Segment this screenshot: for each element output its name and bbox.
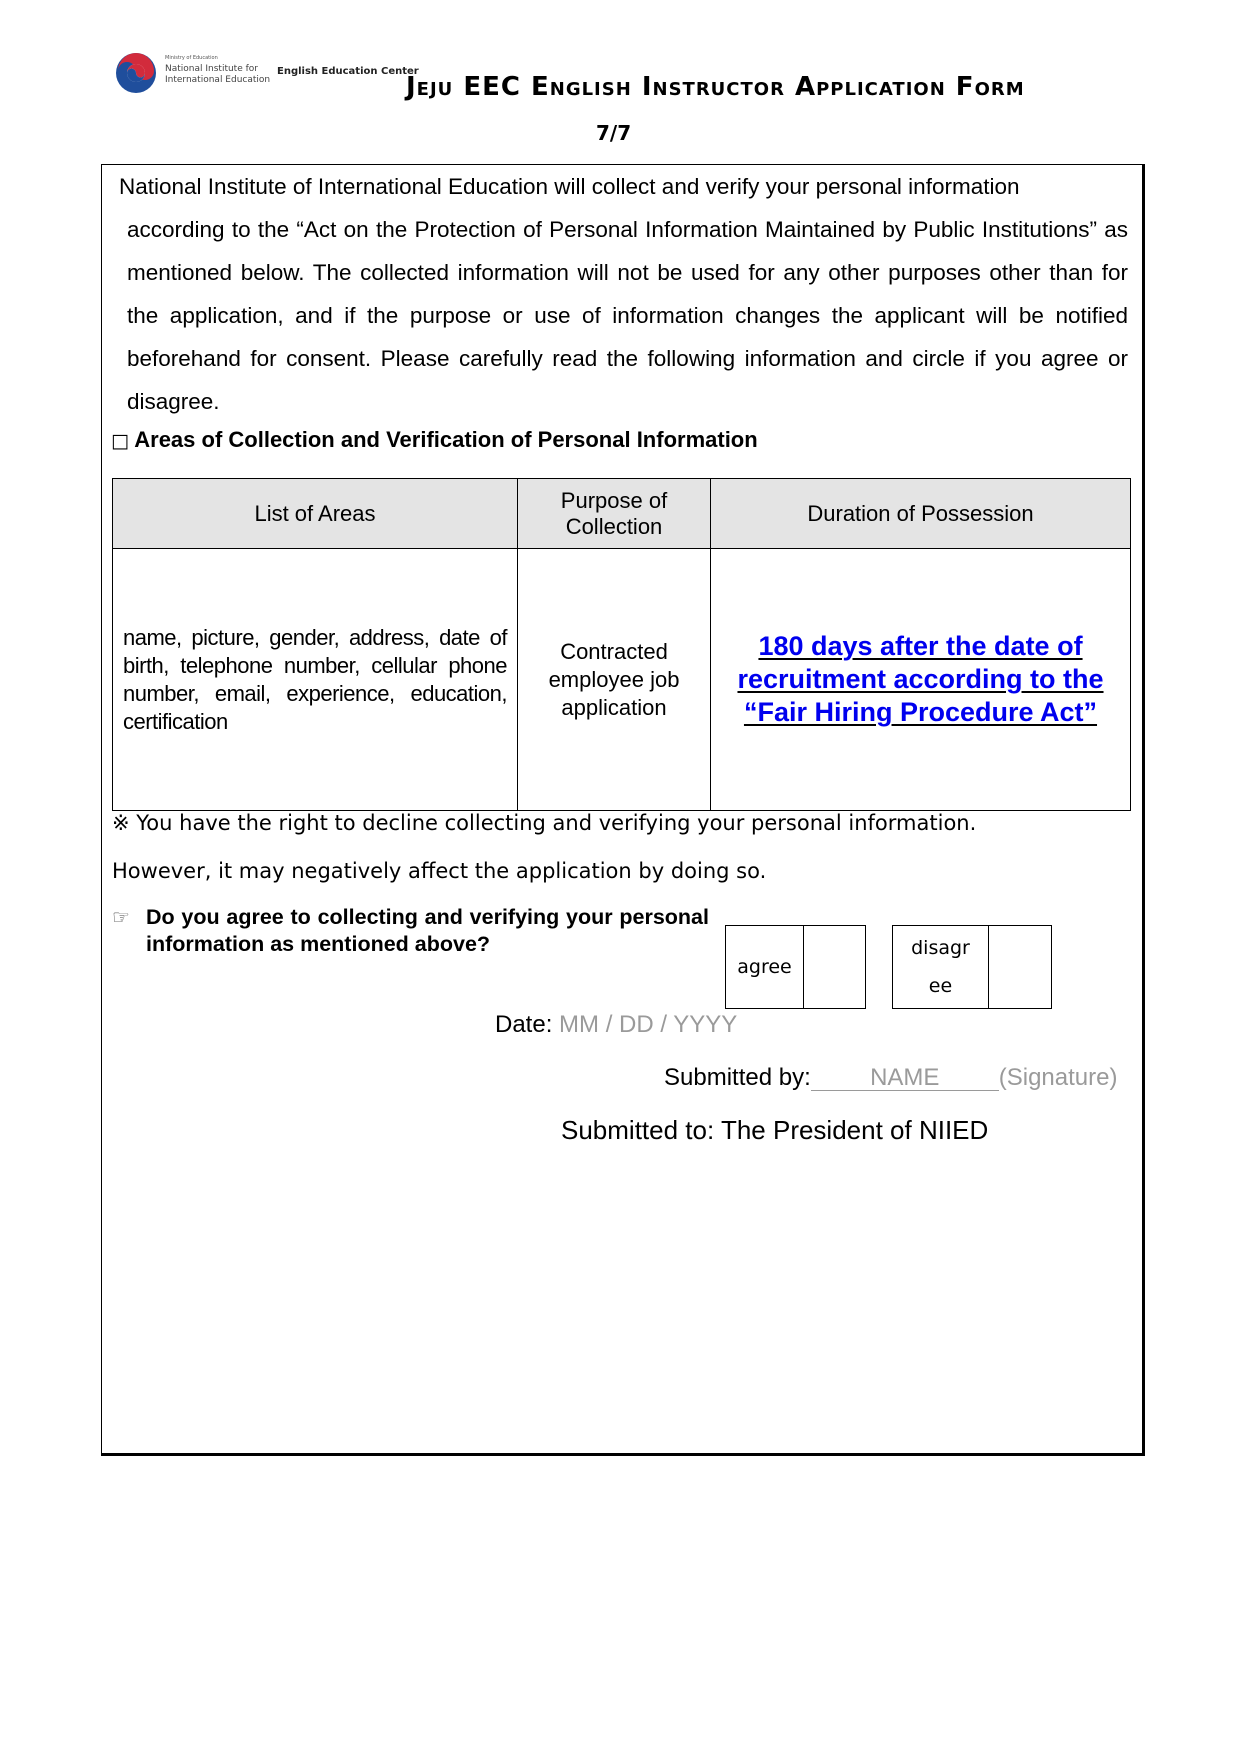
checkbox-bullet-icon: □ [111, 430, 129, 452]
col-list-of-areas: List of Areas [113, 479, 518, 549]
cell-purpose: Contracted employee job application [518, 549, 711, 811]
institute-name [165, 64, 270, 86]
page-title: Jeju EEC English Instructor Application Form [406, 72, 1025, 102]
personal-info-table [112, 478, 1131, 811]
date-label: Date: [495, 1011, 553, 1038]
intro-line1: National Institute of International Education will collect and verify your personal information [119, 174, 1020, 199]
institute-line2: International Education [165, 75, 271, 85]
agree-option[interactable] [725, 925, 866, 1009]
duration-link[interactable]: 180 days after the date of recruitment according to the “Fair Hiring Procedure Act” [737, 631, 1104, 727]
name-input[interactable]: NAME [811, 1066, 999, 1091]
disagree-checkbox[interactable] [989, 926, 1051, 1008]
section-heading [111, 427, 758, 453]
submitted-by-field [664, 1064, 1117, 1092]
date-field[interactable] [495, 1011, 737, 1039]
col-purpose: Purpose of Collection [518, 479, 711, 549]
agree-label: agree [726, 926, 804, 1008]
intro-paragraph [119, 165, 1128, 423]
signature-hint: (Signature) [998, 1064, 1118, 1091]
institute-line1: National Institute for [165, 64, 258, 74]
date-input[interactable]: MM / DD / YYYY [559, 1011, 738, 1038]
ministry-label: Ministry of Education [165, 55, 218, 61]
decline-effect-note: However, it may negatively affect the application by doing so. [112, 859, 767, 883]
agree-checkbox[interactable] [804, 926, 865, 1008]
section-title: Areas of Collection and Verification of Personal Information [134, 427, 758, 452]
page-indicator: 7/7 [596, 121, 632, 145]
table-header-row [113, 479, 1131, 549]
col-duration: Duration of Possession [711, 479, 1131, 549]
submitted-by-label: Submitted by: [664, 1064, 811, 1091]
center-name: English Education Center [277, 66, 419, 77]
consent-question: Do you agree to collecting and verifying your personal information as mentioned above? [146, 905, 709, 956]
intro-body: according to the “Act on the Protection of Personal Information Maintained by Public Institutions” as mentioned below. The collected information will not be used for any other purposes other than for the application, and if the purpose or use of information changes the applicant will be notified beforehand for consent. Please carefully read the following information and circle if you agree or disagree. [127, 217, 1128, 414]
pointing-hand-icon: ☞ [112, 907, 130, 929]
disagree-option[interactable] [892, 925, 1052, 1009]
disagree-label: disagree [893, 926, 989, 1008]
cell-areas: name, picture, gender, address, date of birth, telephone number, cellular phone number, email, experience, education, certification [113, 549, 518, 811]
cell-duration[interactable] [711, 549, 1131, 811]
taegeuk-logo-icon [114, 51, 158, 95]
table-row [113, 549, 1131, 811]
submitted-to: Submitted to: The President of NIIED [561, 1115, 989, 1145]
decline-right-note: ※ You have the right to decline collecting and verifying your personal information. [112, 811, 977, 835]
